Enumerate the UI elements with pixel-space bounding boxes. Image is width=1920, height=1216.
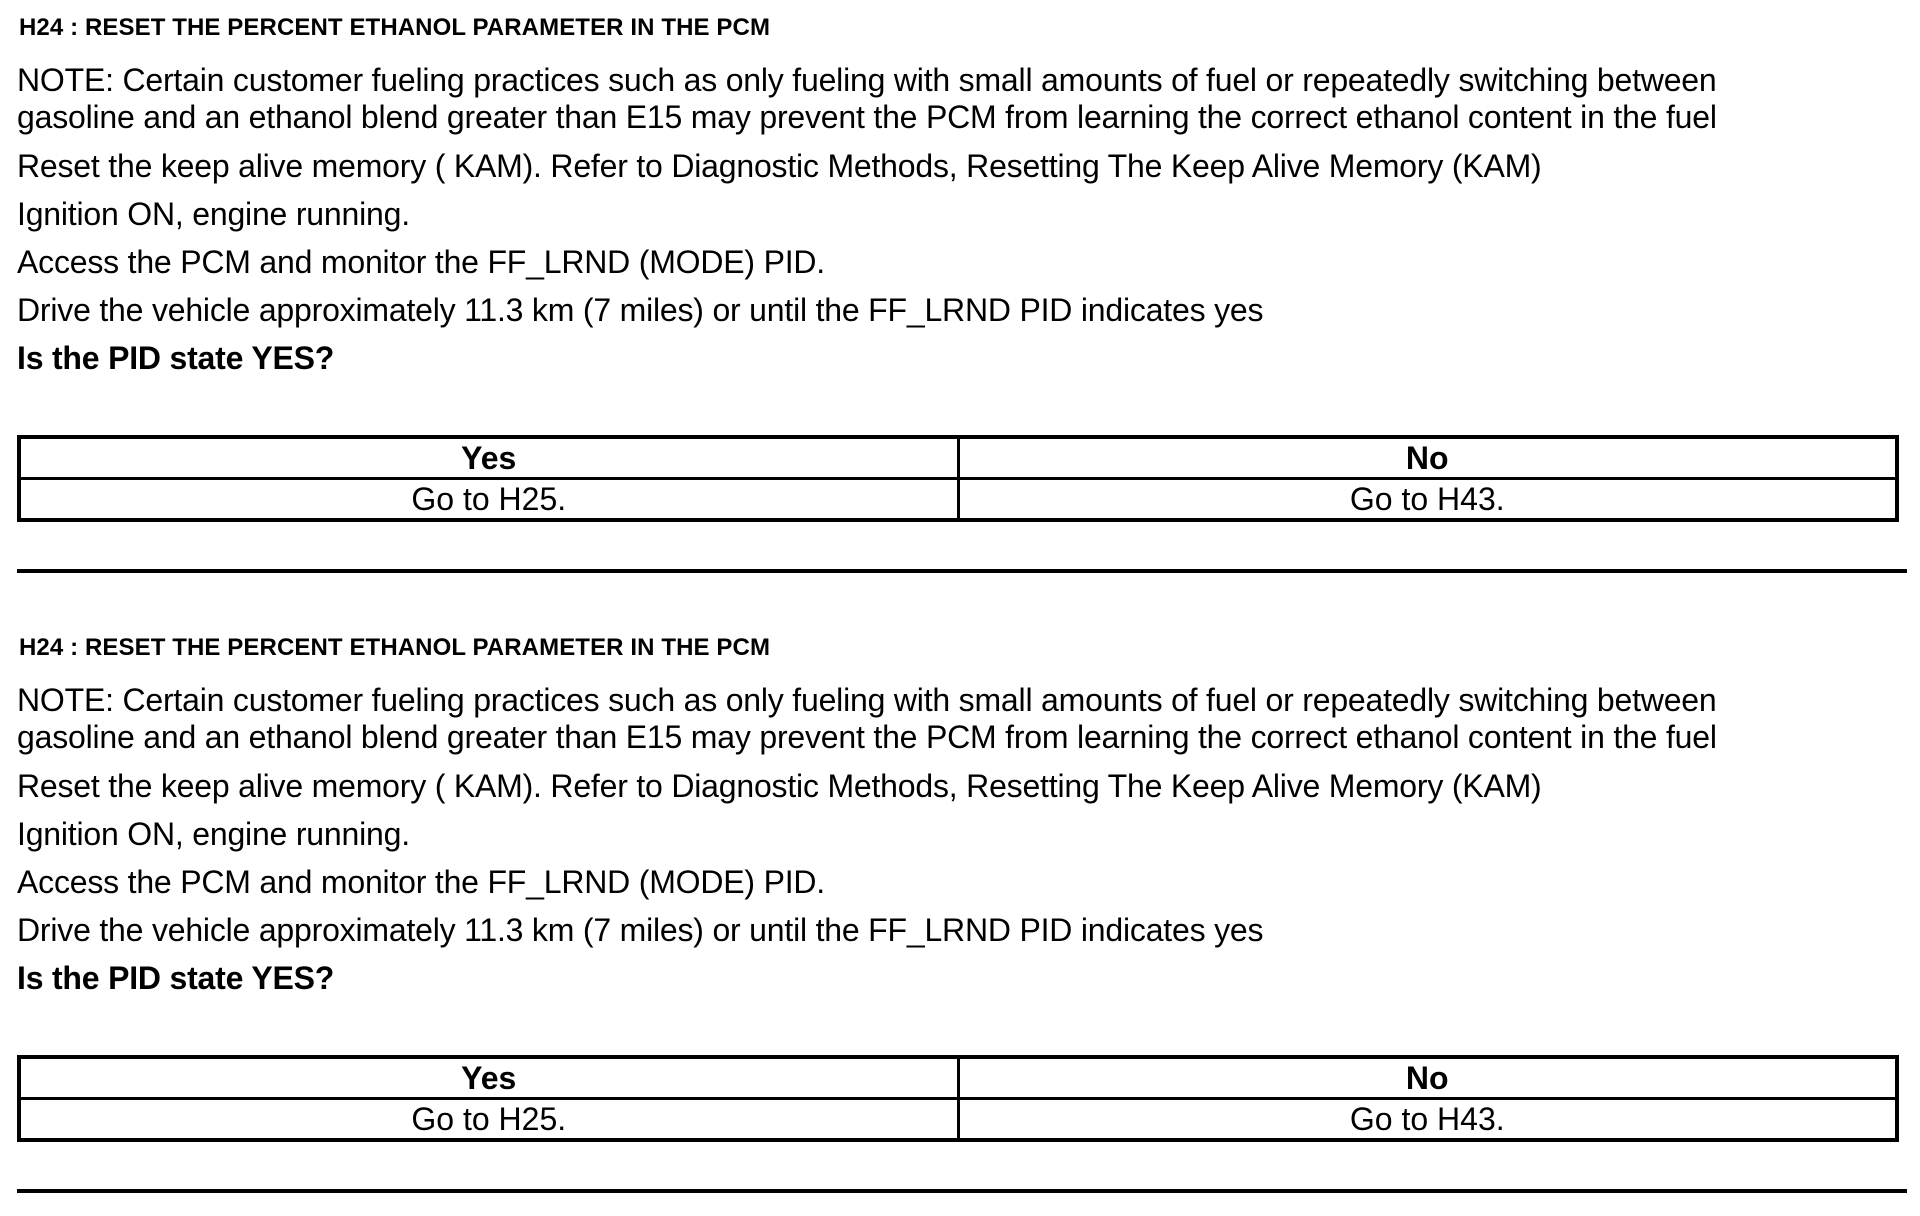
step-text: Access the PCM and monitor the FF_LRND (MODE) PID. <box>17 864 826 900</box>
section-divider <box>17 569 1907 573</box>
yes-header: Yes <box>19 437 958 479</box>
table-row <box>19 1099 1897 1141</box>
answer-table <box>17 435 1899 522</box>
note-text: gasoline and an ethanol blend greater than E15 may prevent the PCM from learning the correct ethanol content in the fuel <box>17 99 1717 135</box>
yes-action: Go to H25. <box>19 479 958 521</box>
step-text: Drive the vehicle approximately 11.3 km (7 miles) or until the FF_LRND PID indicates yes <box>17 912 1264 948</box>
question-text: Is the PID state YES? <box>17 340 335 376</box>
question-text: Is the PID state YES? <box>17 960 335 996</box>
note-text: NOTE: Certain customer fueling practices such as only fueling with small amounts of fuel or repeatedly switching between <box>17 682 1717 718</box>
step-text: Drive the vehicle approximately 11.3 km (7 miles) or until the FF_LRND PID indicates yes <box>17 292 1264 328</box>
table-row <box>19 479 1897 521</box>
note-text: gasoline and an ethanol blend greater than E15 may prevent the PCM from learning the correct ethanol content in the fuel <box>17 719 1717 755</box>
no-action: Go to H43. <box>958 479 1897 521</box>
yes-action: Go to H25. <box>19 1099 958 1141</box>
answer-table <box>17 1055 1899 1142</box>
step-text: Access the PCM and monitor the FF_LRND (MODE) PID. <box>17 244 826 280</box>
table-header-row <box>19 437 1897 479</box>
no-header: No <box>958 1057 1897 1099</box>
no-header: No <box>958 437 1897 479</box>
note-text: NOTE: Certain customer fueling practices such as only fueling with small amounts of fuel or repeatedly switching between <box>17 62 1717 98</box>
step-text: Ignition ON, engine running. <box>17 196 410 232</box>
section-title: H24 : RESET THE PERCENT ETHANOL PARAMETER IN THE PCM <box>19 14 771 41</box>
step-text: Ignition ON, engine running. <box>17 816 410 852</box>
yes-header: Yes <box>19 1057 958 1099</box>
no-action: Go to H43. <box>958 1099 1897 1141</box>
step-text: Reset the keep alive memory ( KAM). Refer to Diagnostic Methods, Resetting The Keep Alive Memory (KAM) <box>17 148 1542 184</box>
section-divider <box>17 1189 1907 1193</box>
table-header-row <box>19 1057 1897 1099</box>
step-text: Reset the keep alive memory ( KAM). Refer to Diagnostic Methods, Resetting The Keep Alive Memory (KAM) <box>17 768 1542 804</box>
section-title: H24 : RESET THE PERCENT ETHANOL PARAMETER IN THE PCM <box>19 634 771 661</box>
